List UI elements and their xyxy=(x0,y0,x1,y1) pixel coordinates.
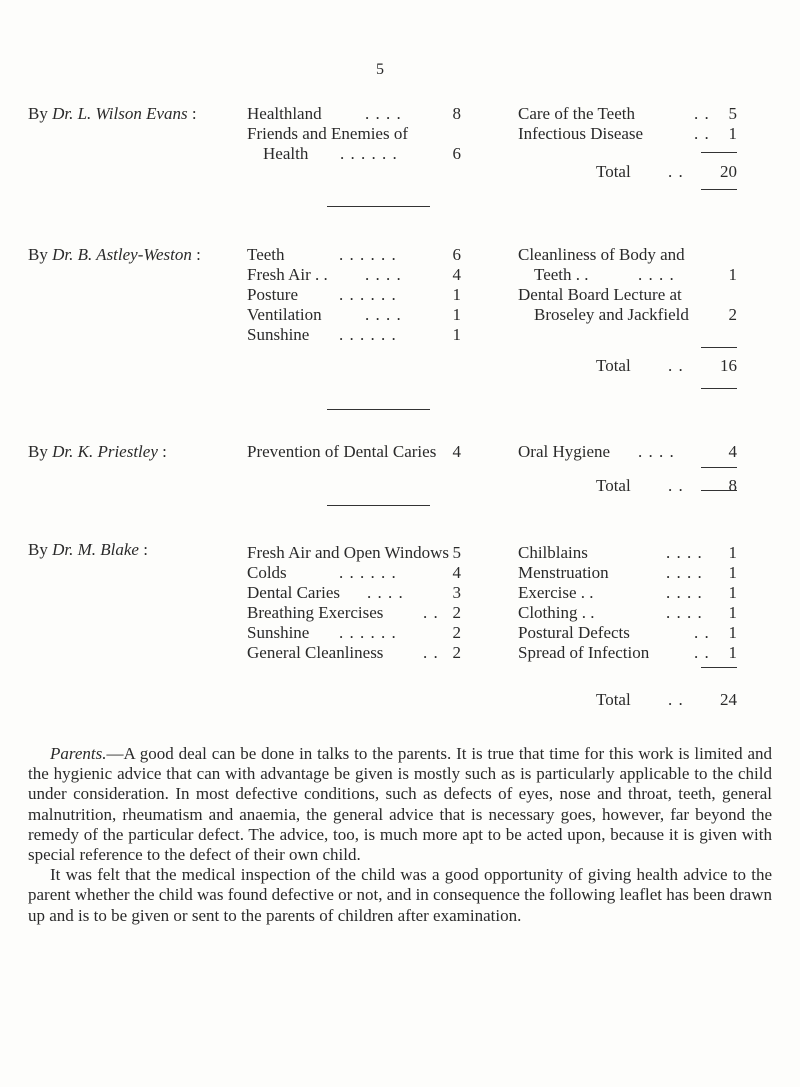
total-label: Total xyxy=(596,162,631,181)
total-rule xyxy=(701,490,737,491)
topic-row xyxy=(518,603,737,623)
total-value: 24 xyxy=(720,690,737,709)
leader-dots: . . . . . . xyxy=(339,285,397,304)
leader-dots: . . xyxy=(694,104,710,123)
topic-label: Broseley and Jackfield xyxy=(534,305,689,324)
total-label: Total xyxy=(596,690,631,709)
paragraph xyxy=(28,865,772,926)
topic-label: Friends and Enemies of xyxy=(247,124,408,143)
topic-label: Health xyxy=(263,144,309,163)
topic-label: Care of the Teeth xyxy=(518,104,635,123)
topic-row xyxy=(518,124,737,144)
right-topic-column xyxy=(518,104,737,144)
speaker-prefix: By xyxy=(28,442,53,461)
topic-label: Dental Caries xyxy=(247,583,340,602)
leader-dots: . . xyxy=(694,124,710,143)
speaker-heading: By Dr. L. Wilson Evans : xyxy=(28,104,197,123)
topic-count: 1 xyxy=(728,124,737,143)
total-rule xyxy=(701,388,737,389)
topic-label: Posture xyxy=(247,285,298,304)
topic-count: 6 xyxy=(452,144,461,163)
topic-count: 4 xyxy=(452,563,461,582)
body-text xyxy=(28,744,772,926)
topic-label: Fresh Air and Open Windows xyxy=(247,543,450,562)
topic-label: Chilblains xyxy=(518,543,588,562)
leader-dots: . . . . xyxy=(367,583,404,602)
total-rule xyxy=(701,152,737,153)
topic-row xyxy=(518,623,737,643)
topic-label: Clothing . . xyxy=(518,603,595,622)
leader-dots: . . . . . . xyxy=(339,325,397,344)
topic-row xyxy=(247,623,461,643)
topic-count: 3 xyxy=(452,583,461,602)
left-topic-column xyxy=(247,543,461,663)
topic-row xyxy=(247,104,461,124)
speaker-name: Dr. L. Wilson Evans xyxy=(52,104,188,123)
leader-dots: . . xyxy=(694,643,710,662)
total-label: Total xyxy=(596,476,631,495)
topic-row xyxy=(518,305,737,325)
topic-row xyxy=(247,543,461,563)
topic-label: Sunshine xyxy=(247,623,310,642)
topic-row xyxy=(247,325,461,345)
leader-dots: . . . . xyxy=(638,265,675,284)
topic-row xyxy=(518,245,737,265)
leader-dots: . . . . xyxy=(666,563,703,582)
topic-label: Colds xyxy=(247,563,287,582)
section-divider xyxy=(327,206,430,207)
topic-label: Breathing Exercises xyxy=(247,603,384,622)
topic-label: Teeth xyxy=(247,245,285,264)
topic-count: 5 xyxy=(452,543,461,562)
leader-dots: . . . . . . xyxy=(339,563,397,582)
topic-label: Sunshine xyxy=(247,325,310,344)
leader-dots: . . . . xyxy=(365,305,402,324)
topic-count: 2 xyxy=(452,603,461,622)
topic-count: 5 xyxy=(728,104,737,123)
topic-count: 1 xyxy=(728,623,737,642)
topic-label: Infectious Disease xyxy=(518,124,644,143)
topic-row xyxy=(247,563,461,583)
leader-dots: . . . . . . xyxy=(339,245,397,264)
topic-count: 1 xyxy=(728,643,737,662)
section-divider xyxy=(327,505,430,506)
speaker-name: Dr. B. Astley-Weston xyxy=(52,245,192,264)
total-value: 8 xyxy=(728,476,737,495)
leader-dots: . . . . xyxy=(638,442,675,461)
speaker-prefix: By xyxy=(28,540,53,559)
topic-row xyxy=(518,563,737,583)
topic-label: Teeth . . xyxy=(534,265,589,284)
left-topic-column xyxy=(247,245,461,345)
topic-label: Fresh Air . . xyxy=(247,265,328,284)
topic-count: 2 xyxy=(452,643,461,662)
total-value: 20 xyxy=(720,162,737,181)
topic-count: 1 xyxy=(452,305,461,324)
speaker-heading: By Dr. M. Blake : xyxy=(28,540,148,559)
total-label: Total xyxy=(596,356,631,375)
total-row xyxy=(518,356,737,376)
topic-count: 6 xyxy=(452,245,461,264)
topic-label: Postural Defects xyxy=(518,623,630,642)
section-divider xyxy=(327,409,430,410)
leader-dots: . . . . xyxy=(365,265,402,284)
topic-label: Prevention of Dental Caries xyxy=(247,442,437,461)
speaker-heading: By Dr. B. Astley-Weston : xyxy=(28,245,201,264)
topic-row xyxy=(247,603,461,623)
leader-dots: . . xyxy=(668,476,684,495)
speaker-prefix: By xyxy=(28,245,53,264)
leader-dots: . . . . . . xyxy=(339,623,397,642)
topic-row xyxy=(247,643,461,663)
topic-count: 1 xyxy=(452,285,461,304)
topic-row xyxy=(247,265,461,285)
topic-count: 1 xyxy=(452,325,461,344)
topic-count: 4 xyxy=(728,442,737,461)
topic-label: Oral Hygiene xyxy=(518,442,611,461)
total-rule xyxy=(701,347,737,348)
topic-row xyxy=(247,442,461,462)
topic-label: Menstruation xyxy=(518,563,609,582)
leader-dots: . . xyxy=(668,356,684,375)
leader-dots: . . xyxy=(694,623,710,642)
topic-count: 1 xyxy=(728,563,737,582)
topic-row xyxy=(518,104,737,124)
speaker-name: Dr. M. Blake xyxy=(52,540,139,559)
paragraph-text: —A good deal can be done in talks to the parents. It is true that time for this work is limited and the hygienic advice that can with advantage be given is mostly such as is particularly applicable to the child under consideration. In most defective conditions, such as defects of eyes, nose and throat, teeth, general malnutrition, rheumatism and anaemia, the general advice that is necessary goes, however, far beyond the remedy of the particular defect. The advice, too, is much more apt to be acted upon, because it is given with special reference to the defect of their own child. xyxy=(28,744,772,865)
left-topic-column xyxy=(247,442,461,462)
speaker-heading: By Dr. K. Priestley : xyxy=(28,442,167,461)
topic-label: Healthland xyxy=(247,104,322,123)
topic-row xyxy=(247,285,461,305)
right-topic-column xyxy=(518,245,737,325)
speaker-prefix: By xyxy=(28,104,53,123)
topic-row xyxy=(247,144,461,164)
topic-row xyxy=(247,245,461,265)
total-rule xyxy=(701,467,737,468)
topic-label: Cleanliness of Body and xyxy=(518,245,685,264)
topic-label: General Cleanliness xyxy=(247,643,384,662)
total-row xyxy=(518,476,737,496)
topic-row xyxy=(518,285,737,305)
topic-label: Ventilation xyxy=(247,305,322,324)
paragraph-text: It was felt that the medical inspection of the child was a good opportunity of giving health advice to the parent whether the child was found defective or not, and in consequence the following leaflet has been drawn up and is to be given or sent to the parents of children after examination. xyxy=(28,865,772,925)
topic-count: 1 xyxy=(728,603,737,622)
topic-row xyxy=(518,583,737,603)
topic-count: 8 xyxy=(452,104,461,123)
left-topic-column xyxy=(247,104,461,164)
total-rule xyxy=(701,189,737,190)
topic-row xyxy=(518,643,737,663)
right-topic-column xyxy=(518,442,737,462)
total-row xyxy=(518,162,737,182)
topic-count: 4 xyxy=(452,265,461,284)
leader-dots: . . . . xyxy=(365,104,402,123)
total-row xyxy=(518,690,737,710)
leader-dots: . . xyxy=(668,162,684,181)
topic-label: Spread of Infection xyxy=(518,643,650,662)
paragraph xyxy=(28,744,772,865)
topic-count: 4 xyxy=(452,442,461,461)
leader-dots: . . xyxy=(668,690,684,709)
topic-count: 2 xyxy=(452,623,461,642)
topic-row xyxy=(518,265,737,285)
page-number: 5 xyxy=(376,61,384,78)
speaker-name: Dr. K. Priestley xyxy=(52,442,158,461)
leader-dots: . . xyxy=(423,603,439,622)
topic-count: 1 xyxy=(728,543,737,562)
topic-row xyxy=(247,305,461,325)
leader-dots: . . xyxy=(423,643,439,662)
paragraph-runin-heading: Parents. xyxy=(50,744,107,763)
topic-row xyxy=(518,543,737,563)
leader-dots: . . . . xyxy=(666,543,703,562)
topic-count: 1 xyxy=(728,265,737,284)
leader-dots: . . . . xyxy=(666,603,703,622)
topic-count: 2 xyxy=(728,305,737,324)
leader-dots: . . . . . . xyxy=(340,144,398,163)
topic-row xyxy=(247,124,461,144)
topic-count: 1 xyxy=(728,583,737,602)
total-rule xyxy=(701,667,737,668)
total-value: 16 xyxy=(720,356,737,375)
topic-row xyxy=(247,583,461,603)
topic-label: Dental Board Lecture at xyxy=(518,285,682,304)
leader-dots: . . . . xyxy=(666,583,703,602)
topic-row xyxy=(518,442,737,462)
topic-label: Exercise . . xyxy=(518,583,594,602)
right-topic-column xyxy=(518,543,737,663)
